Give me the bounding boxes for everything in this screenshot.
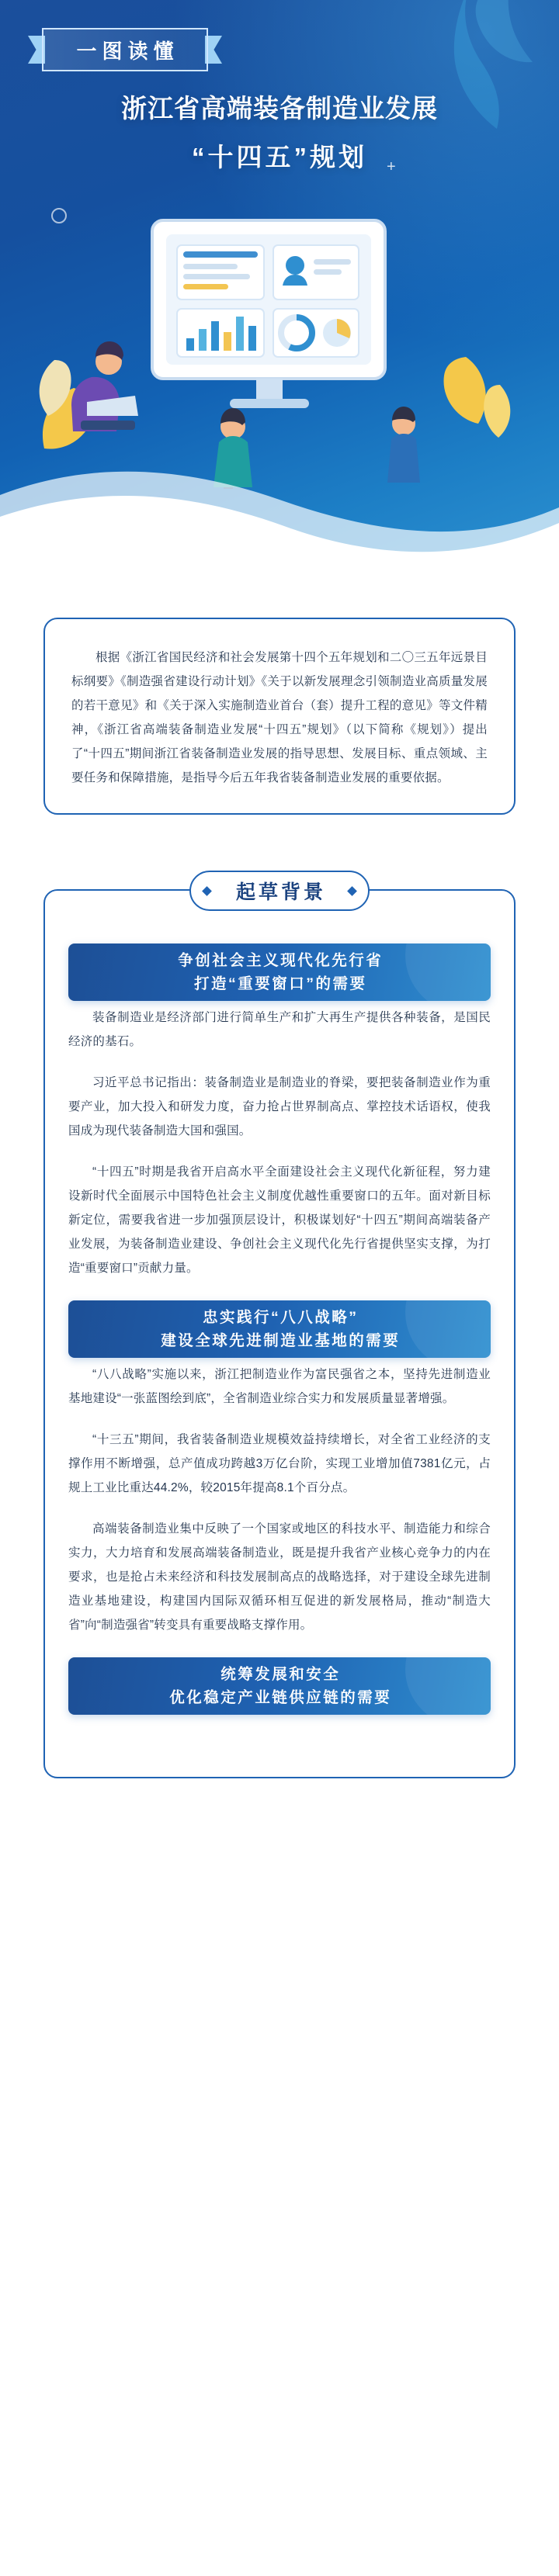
subsection-banner-3-line2: 优化稳定产业链供应链的需要 bbox=[169, 1689, 392, 1706]
paragraph-1-1: 装备制造业是经济部门进行简单生产和扩大再生产提供各种装备，是国民经济的基石。 bbox=[68, 1011, 491, 1048]
hero-title bbox=[0, 88, 559, 174]
paragraph-1-2: 习近平总书记指出：装备制造业是制造业的脊梁，要把装备制造业作为重要产业，加大投入和研发力度，奋力抢占世界制高点、掌控技术话语权，使我国成为现代装备制造大国和强国。 bbox=[68, 1076, 491, 1137]
paragraph-2-2: “十三五”期间，我省装备制造业规模效益持续增长，对全省工业经济的支撑作用不断增强，总产值成功跨越3万亿台阶，实现工业增加值7381亿元，占规上工业比重达44.2%，较2015年提高8.1个百分点。 bbox=[68, 1433, 491, 1494]
hero-title-line1: 浙江省高端装备制造业发展 bbox=[121, 94, 438, 123]
subsection-banner-2-line2: 建设全球先进制造业基地的需要 bbox=[161, 1332, 401, 1349]
hero-wave-divider bbox=[0, 357, 559, 590]
hero-title-line2: “十四五”规划 bbox=[192, 143, 367, 171]
ribbon-badge bbox=[28, 28, 222, 71]
bar-chart-icon bbox=[177, 309, 264, 357]
paragraph-2-3: 高端装备制造业集中反映了一个国家或地区的科技水平、制造能力和综合实力，大力培育和发展高端装备制造业，既是提升我省产业核心竞争力的内在要求，也是抢占未来经济和科技发展制高点的战略选择，对于建设全球先进制造业基地建设，构建国内国际双循环相互促进的新发展格局，推动“制造大省”向“制造强省”转变具有重要战略支撑作用。 bbox=[68, 1522, 491, 1632]
ribbon-label: 一图读懂 bbox=[76, 39, 179, 63]
user-avatar-icon bbox=[273, 245, 359, 299]
subsection-banner-2-line1: 忠实践行“八八战略” bbox=[202, 1309, 359, 1326]
drafting-background-card bbox=[43, 881, 516, 1778]
ribbon-body bbox=[42, 28, 208, 71]
donut-chart-icon bbox=[273, 309, 359, 357]
subsection-banner-3-line1: 统筹发展和安全 bbox=[220, 1666, 341, 1683]
subsection-banner-1-line1: 争创社会主义现代化先行省 bbox=[178, 952, 384, 969]
paragraph-2-1: “八八战略”实施以来，浙江把制造业作为富民强省之本，坚持先进制造业基地建设“一张蓝图绘到底”，全省制造业综合实力和发展质量显著增强。 bbox=[68, 1368, 491, 1405]
summary-paragraph: 根据《浙江省国民经济和社会发展第十四个五年规划和二〇三五年远景目标纲要》《制造强省建设行动计划》《关于以新发展理念引领制造业高质量发展的若干意见》和《关于深入实施制造业首台（套）提升工程的意见》等文件精神，《浙江省高端装备制造业发展“十四五”规划》（以下简称《规划》）提出了“十四五”期间浙江省装备制造业发展的指导思想、发展目标、重点领域、主要任务和保障措施，是指导今后五年我省装备制造业发展的重要依据。 bbox=[71, 651, 488, 784]
section-title: 起草背景 bbox=[235, 881, 326, 903]
section-title-pill bbox=[189, 871, 370, 911]
plus-decor-icon: + bbox=[387, 158, 396, 175]
bottom-spacer bbox=[68, 1719, 491, 1750]
summary-card bbox=[43, 618, 516, 815]
hero-banner bbox=[0, 0, 559, 590]
subsection-banner-2 bbox=[68, 1300, 491, 1358]
subsection-banner-3 bbox=[68, 1657, 491, 1715]
pie-chart-icon bbox=[323, 319, 351, 347]
paragraph-1-3: “十四五”时期是我省开启高水平全面建设社会主义现代化新征程，努力建设新时代全面展示中国特色社会主义制度优越性重要窗口的五年。面对新目标新定位，需要我省进一步加强顶层设计，积极谋划好“十四五”期间高端装备产业发展，为装备制造业建设、争创社会主义现代化先行省提供坚实支撑，为打造“重要窗口”贡献力量。 bbox=[68, 1165, 491, 1275]
subsection-banner-1-line2: 打造“重要窗口”的需要 bbox=[193, 975, 367, 992]
subsection-banner-1 bbox=[68, 943, 491, 1001]
